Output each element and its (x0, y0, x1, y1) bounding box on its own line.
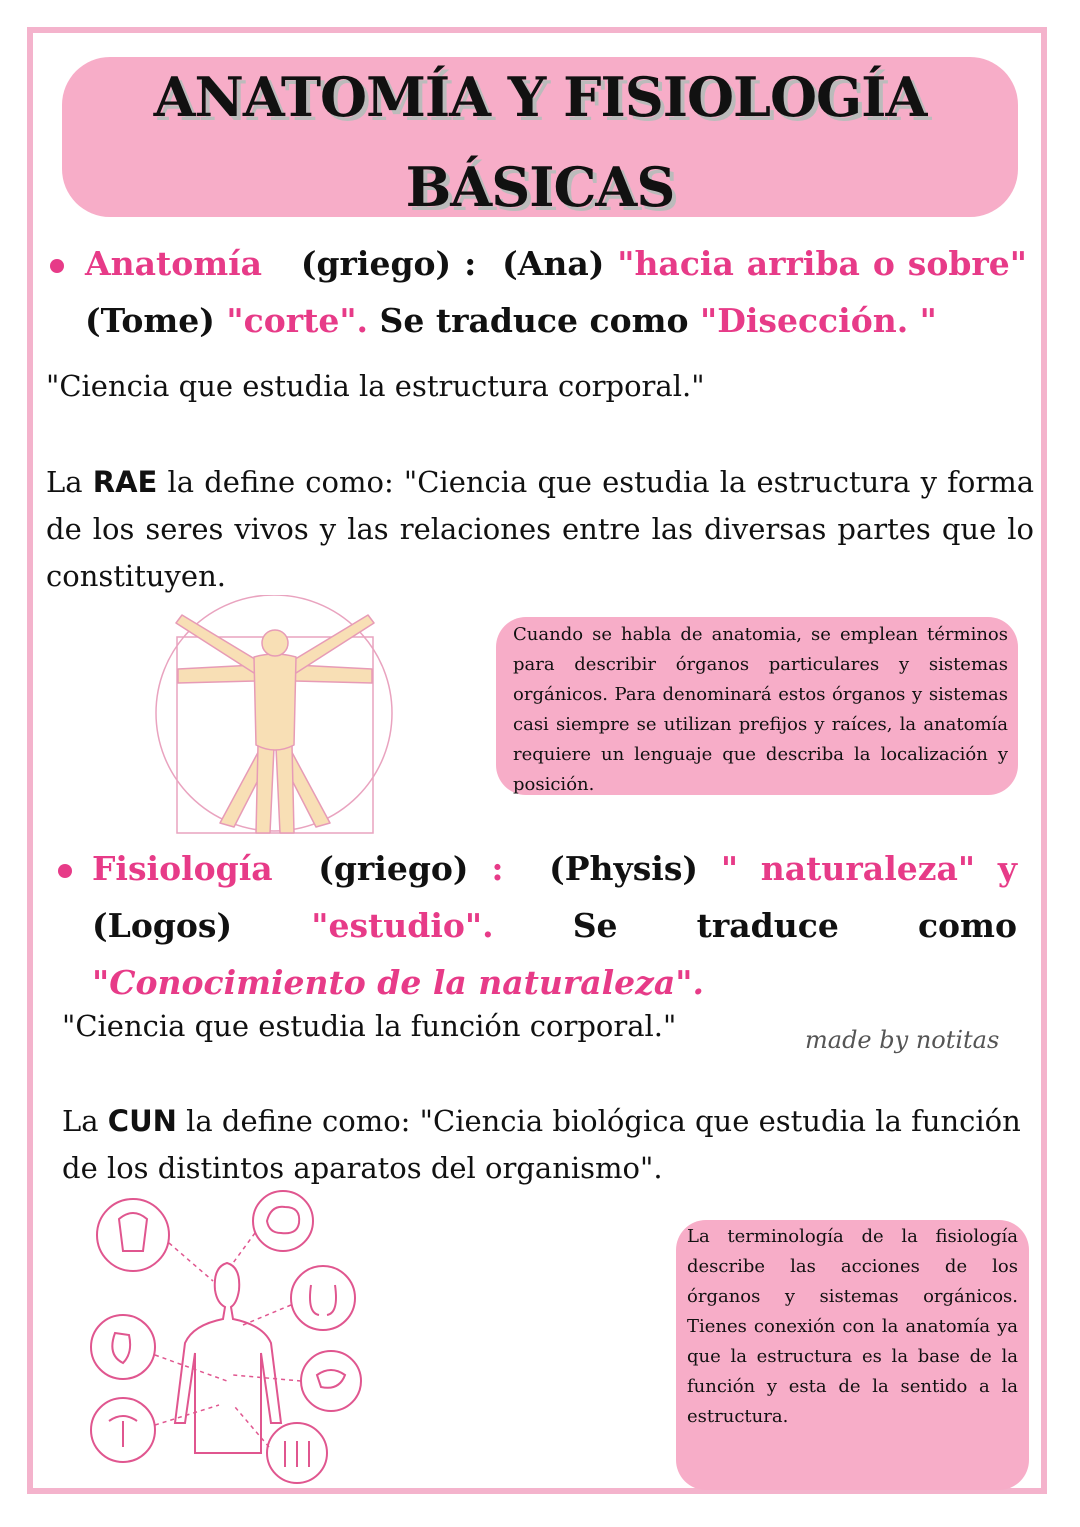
signature: made by notitas (805, 1026, 1000, 1054)
human-organs-illustration (85, 1185, 365, 1485)
anatomy-note-box: Cuando se habla de anatomia, se emplean términos para describir órganos particulares y sistemas orgánicos. Para denominará estos órganos y sistemas casi siempre se utilizan prefijos y raíces, la anatomía requiere un lenguaje que describa la localización y posición. (496, 617, 1018, 795)
physiology-root2-meaning: "estudio". (311, 906, 494, 945)
anatomy-translation: "Disección. " (700, 301, 937, 340)
anatomy-quote: "Ciencia que estudia la estructura corporal." (46, 369, 705, 403)
physiology-colon: : (491, 849, 504, 888)
physiology-origin: (griego) (318, 849, 469, 888)
physiology-root1: (Physis) (549, 849, 699, 888)
bullet-icon (50, 259, 64, 273)
anatomy-rae-definition (46, 459, 1034, 600)
anatomy-translation-prefix: Se traduce como (379, 301, 689, 340)
anatomy-heading (85, 235, 1027, 349)
physiology-translation-prefix: Se traduce como (572, 906, 1017, 945)
physiology-translation: "Conocimiento de la naturaleza". (92, 963, 704, 1002)
cun-text: la define como: "Ciencia biológica que estudia la función de los distintos aparatos del organismo". (62, 1104, 1021, 1185)
physiology-term: Fisiología (92, 849, 273, 888)
anatomy-root1-meaning: "hacia arriba o sobre" (617, 244, 1027, 283)
bullet-icon (58, 864, 72, 878)
vitruvian-man-illustration (150, 595, 400, 840)
rae-text: la define como: "Ciencia que estudia la estructura y forma de los seres vivos y las relaciones entre las diversas partes que lo constituyen. (46, 465, 1035, 593)
physiology-cun-definition (62, 1098, 1054, 1192)
physiology-root2: (Logos) (92, 906, 233, 945)
anatomy-root2-meaning: "corte". (226, 301, 369, 340)
cun-prefix: La (62, 1104, 99, 1138)
rae-prefix: La (46, 465, 83, 499)
physiology-root1-meaning: " naturaleza" y (720, 849, 1018, 888)
page-title-line1: ANATOMÍA Y FISIOLOGÍA (153, 65, 927, 129)
anatomy-root2: (Tome) (85, 301, 215, 340)
anatomy-root1: (Ana) (502, 244, 605, 283)
physiology-note-box: La terminología de la fisiología describe las acciones de los órganos y sistemas orgánicos. Tienes conexión con la anatomía ya que la estructura es la base de la función y esta de la sentido a la estructura. (676, 1220, 1029, 1490)
physiology-quote: "Ciencia que estudia la función corporal." (62, 1009, 677, 1043)
physiology-heading (92, 840, 1017, 1011)
anatomy-origin: (griego) : (300, 244, 477, 283)
page-title-line2: BÁSICAS (405, 155, 675, 219)
rae-label: RAE (92, 465, 158, 499)
anatomy-term: Anatomía (85, 244, 263, 283)
cun-label: CUN (107, 1104, 177, 1138)
